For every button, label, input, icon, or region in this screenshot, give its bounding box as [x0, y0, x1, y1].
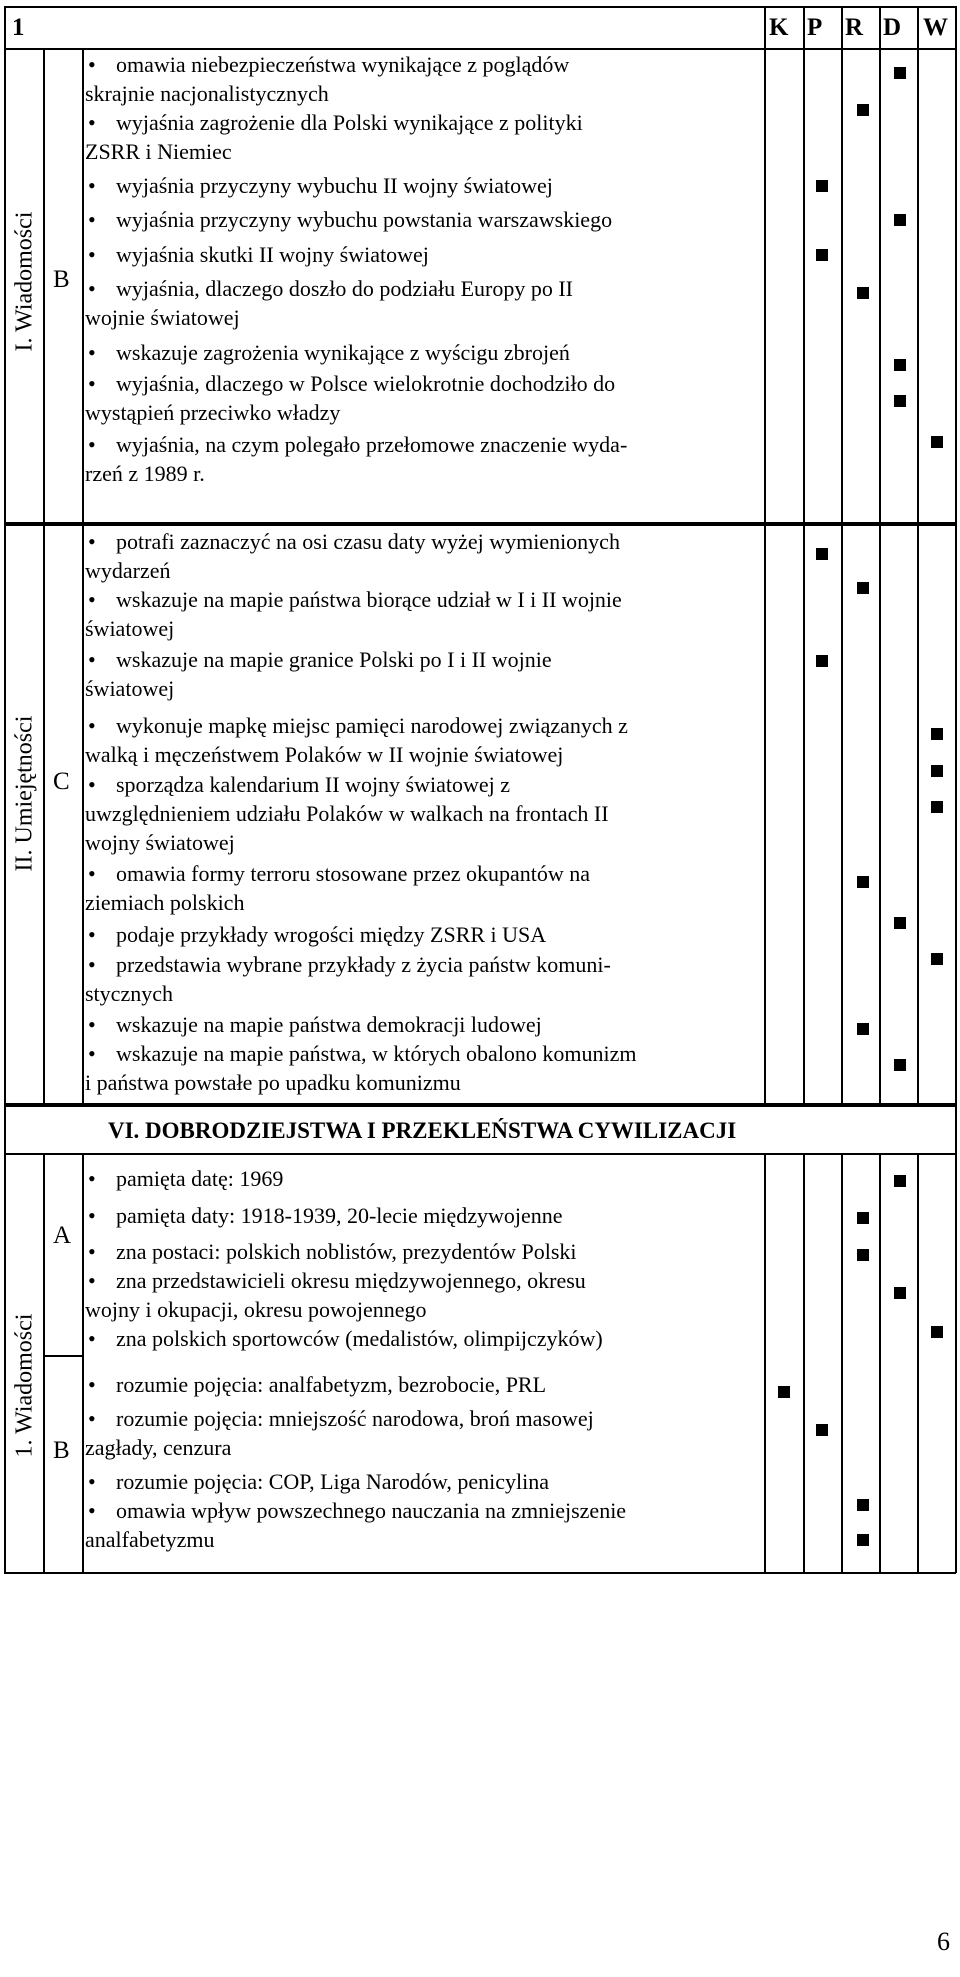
mark-square — [857, 1249, 869, 1261]
list-item: • potrafi zaznaczyć na osi czasu daty wyżej wymienionych — [85, 527, 755, 557]
mark-square — [931, 436, 943, 448]
list-item: • wskazuje na mapie państwa biorące udział w I i II wojnie — [85, 585, 755, 615]
grid-d-w — [917, 6, 919, 1104]
list-item: • wyjaśnia skutki II wojny światowej — [85, 240, 755, 270]
grid-block2b-bottom — [4, 1105, 956, 1107]
mark-square — [931, 1326, 943, 1338]
list-item: • wyjaśnia przyczyny wybuchu powstania warszawskiego — [85, 205, 755, 235]
mark-square — [816, 180, 828, 192]
page-number: 6 — [937, 1927, 950, 1956]
list-item-cont: wydarzeń — [85, 558, 171, 583]
mark-square — [894, 1059, 906, 1071]
list-item-cont: i państwa powstałe po upadku komunizmu — [85, 1070, 461, 1095]
header-w: W — [923, 14, 948, 41]
grid-cat-divider — [43, 48, 45, 1104]
list-item: • wyjaśnia, dlaczego w Polsce wielokrotnie dochodziło do — [85, 369, 755, 399]
list-item-cont: zagłady, cenzura — [85, 1435, 232, 1460]
header-col1: 1 — [12, 14, 25, 41]
header-d: D — [883, 14, 902, 41]
mark-square — [816, 655, 828, 667]
list-item-cont: stycznych — [85, 981, 173, 1006]
mark-square — [894, 359, 906, 371]
mark-square — [778, 1386, 790, 1398]
list-item-cont: skrajnie nacjonalistycznych — [85, 81, 329, 106]
list-item: • pamięta daty: 1918-1939, 20-lecie międzywojenne — [85, 1201, 755, 1231]
list-item: • zna postaci: polskich noblistów, prezydentów Polski — [85, 1237, 755, 1267]
mark-square — [857, 1534, 869, 1546]
header-k: K — [769, 14, 789, 41]
list-item-cont: ZSRR i Niemiec — [85, 139, 232, 164]
grid-r-d-b — [879, 1153, 881, 1573]
grid-k-p — [803, 6, 805, 1104]
mark-square — [857, 876, 869, 888]
mark-square — [931, 953, 943, 965]
mark-square — [894, 67, 906, 79]
category-label-wiadomosci: I. Wiadomości — [11, 211, 38, 352]
mark-square — [894, 917, 906, 929]
mark-square — [931, 728, 943, 740]
list-item: • wyjaśnia przyczyny wybuchu II wojny światowej — [85, 171, 755, 201]
list-item: • wskazuje na mapie granice Polski po I i II wojnie — [85, 645, 755, 675]
header-p: P — [807, 14, 823, 41]
list-item: • wskazuje na mapie państwa demokracji ludowej — [85, 1010, 755, 1040]
grid-d-w-b — [917, 1153, 919, 1573]
list-item: • przedstawia wybrane przykłady z życia państw komuni- — [85, 950, 755, 980]
level-label-b-2: B — [53, 1437, 70, 1464]
list-item: • rozumie pojęcia: COP, Liga Narodów, penicylina — [85, 1467, 755, 1497]
list-item: • omawia wpływ powszechnego nauczania na zmniejszenie — [85, 1496, 755, 1526]
list-item-cont: wojny i okupacji, okresu powojennego — [85, 1297, 427, 1322]
category-label-umiejetnosci: II. Umiejętności — [11, 715, 38, 872]
mark-square — [857, 582, 869, 594]
list-item-cont: ziemiach polskich — [85, 890, 245, 915]
category-label-wiadomosci-2: 1. Wiadomości — [11, 1313, 38, 1458]
grid-p-r-b — [841, 1153, 843, 1573]
grid-right — [955, 6, 957, 1573]
mark-square — [894, 1287, 906, 1299]
list-item: • wyjaśnia, na czym polegało przełomowe znaczenie wyda- — [85, 430, 755, 460]
grid-left — [4, 6, 6, 1573]
grid-level-divider-b — [82, 1153, 84, 1573]
header-r: R — [845, 14, 864, 41]
mark-square — [857, 1499, 869, 1511]
mark-square — [816, 1424, 828, 1436]
grid-cat-divider-b — [43, 1153, 45, 1573]
list-item: • wskazuje zagrożenia wynikające z wyścigu zbrojeń — [85, 338, 755, 368]
list-item: • rozumie pojęcia: analfabetyzm, bezrobocie, PRL — [85, 1370, 755, 1400]
list-item: • sporządza kalendarium II wojny światowej z — [85, 770, 755, 800]
mark-square — [931, 765, 943, 777]
list-item-cont: wojny światowej — [85, 830, 235, 855]
mark-square — [894, 1175, 906, 1187]
grid-text-divider-b — [764, 1153, 766, 1573]
list-item: • omawia niebezpieczeństwa wynikające z poglądów — [85, 50, 755, 80]
mark-square — [857, 1023, 869, 1035]
grid-level-divider — [82, 48, 84, 1104]
grid-p-r — [841, 6, 843, 1104]
mark-square — [816, 548, 828, 560]
list-item-cont: światowej — [85, 676, 175, 701]
mark-square — [894, 395, 906, 407]
grid-block1b-top — [4, 524, 956, 526]
level-label-b: B — [53, 266, 70, 293]
grid-r-d — [879, 6, 881, 1104]
grid-bottom — [4, 1572, 956, 1574]
mark-square — [816, 249, 828, 261]
mark-square — [857, 104, 869, 116]
list-item: • wskazuje na mapie państwa, w których obalono komunizm — [85, 1039, 755, 1069]
list-item: • wykonuje mapkę miejsc pamięci narodowej związanych z — [85, 711, 755, 741]
list-item-cont: uwzględnieniem udziału Polaków w walkach na frontach II — [85, 801, 609, 826]
list-item: • zna przedstawicieli okresu międzywojennego, okresu — [85, 1266, 755, 1296]
list-item-cont: rzeń z 1989 r. — [85, 461, 205, 486]
list-item: • rozumie pojęcia: mniejszość narodowa, broń masowej — [85, 1404, 755, 1434]
mark-square — [931, 801, 943, 813]
list-item-cont: wystąpień przeciwko władzy — [85, 400, 341, 425]
grid-section-bottom — [4, 1153, 956, 1155]
list-item-cont: światowej — [85, 616, 175, 641]
mark-square — [894, 214, 906, 226]
grid-a-b-divider — [43, 1355, 83, 1357]
list-item: • pamięta datę: 1969 — [85, 1164, 755, 1194]
grid-k-p-b — [803, 1153, 805, 1573]
list-item-cont: analfabetyzmu — [85, 1527, 215, 1552]
list-item: • omawia formy terroru stosowane przez okupantów na — [85, 859, 755, 889]
list-item: • zna polskich sportowców (medalistów, olimpijczyków) — [85, 1324, 755, 1354]
list-item: • wyjaśnia, dlaczego doszło do podziału Europy po II — [85, 274, 755, 304]
list-item-cont: walką i męczeństwem Polaków w II wojnie światowej — [85, 742, 564, 767]
grid-text-divider — [764, 6, 766, 1104]
level-label-a: A — [53, 1222, 72, 1249]
list-item: • wyjaśnia zagrożenie dla Polski wynikające z polityki — [85, 108, 755, 138]
mark-square — [857, 1212, 869, 1224]
grid-top — [4, 6, 956, 8]
mark-square — [857, 287, 869, 299]
list-item-cont: wojnie światowej — [85, 305, 240, 330]
section-title: VI. DOBRODZIEJSTWA I PRZEKLEŃSTWA CYWILIZACJI — [108, 1118, 737, 1143]
level-label-c: C — [53, 768, 70, 795]
list-item: • podaje przykłady wrogości między ZSRR i USA — [85, 920, 755, 950]
